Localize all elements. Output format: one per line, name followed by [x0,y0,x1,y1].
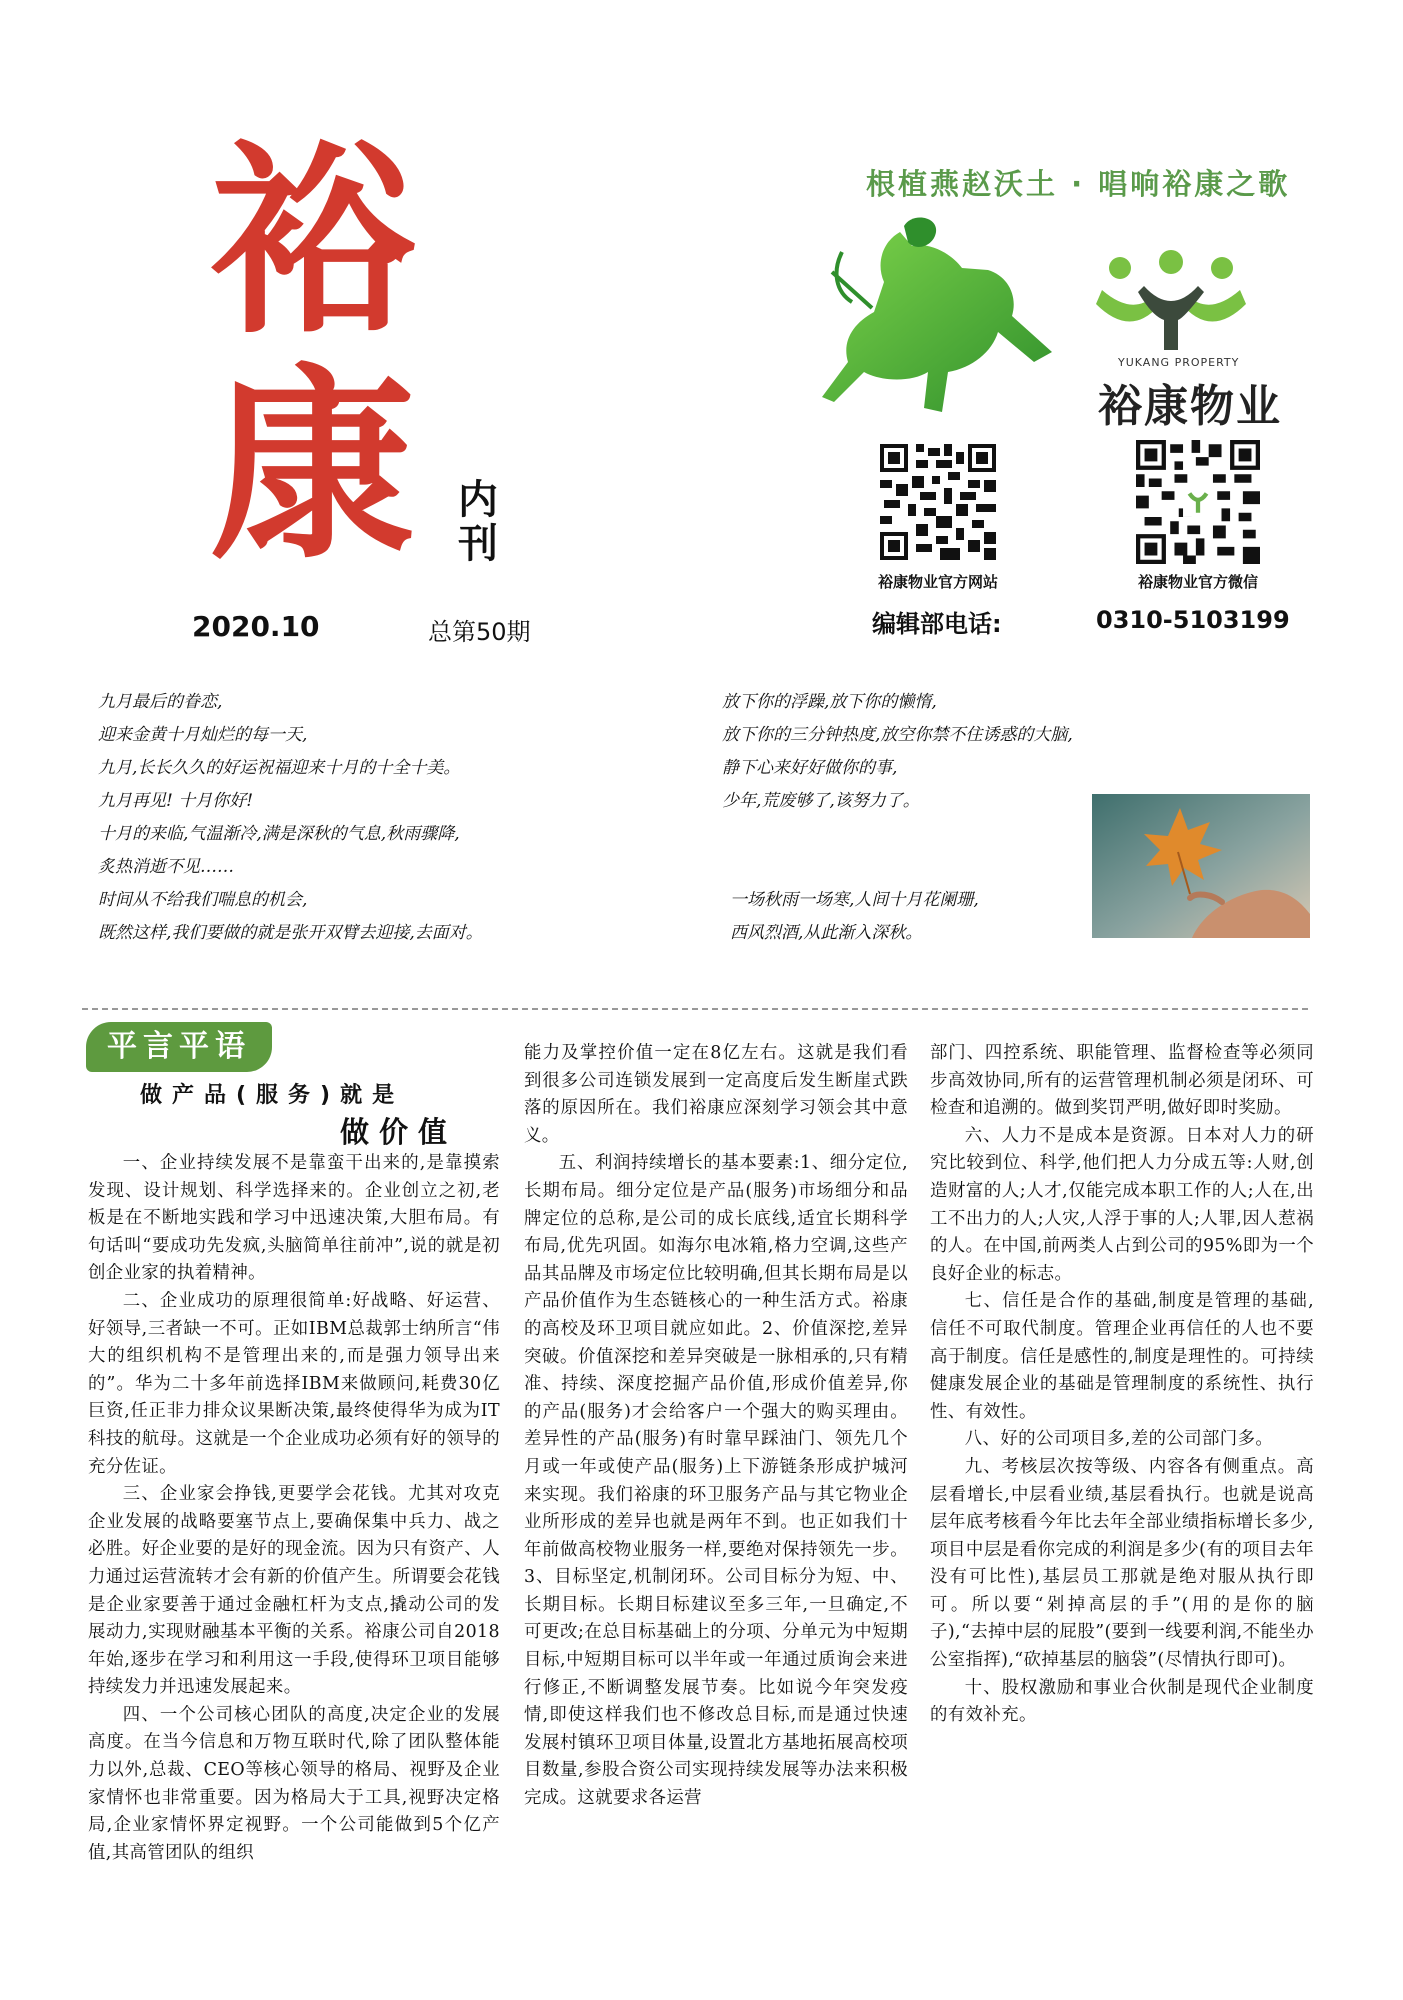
autumn-leaf-photo [1092,794,1310,938]
article-paragraph: 七、信任是合作的基础,制度是管理的基础,信任不可取代制度。管理企业再信任的人也不要高于制度。信任是感性的,制度是理性的。可持续健康发展企业的基础是管理制度的系统性、执行性、有效性。 [930,1291,1314,1422]
poem-right [722,686,1073,818]
article-paragraph: 能力及掌控价值一定在8亿左右。这就是我们看到很多公司连锁发展到一定高度后发生断崖式跌落的原因所在。我们裕康应深刻学习领会其中意义。 [524,1043,908,1146]
poem-line: 既然这样,我们要做的就是张开双臂去迎接,去面对。 [98,923,483,943]
masthead-subtitle: 内刊 [458,477,498,567]
poem-line: 一场秋雨一场寒,人间十月花阑珊, [730,890,979,910]
masthead-title-char-1: 裕 [210,122,415,362]
article-paragraph: 九、考核层次按等级、内容各有侧重点。高层看增长,中层看业绩,基层看执行。也就是说高层年底考核看今年比去年全部业绩指标增长多少,项目中层是看你完成的利润是多少(有的项目去年没有可比性),基层员工那就是绝对服从执行即可。所以要“剁掉高层的手”(用的是你的脑子),“去掉中层的屁股”(要到一线要利润,不能坐办公室指挥),“砍掉基层的脑袋”(尽情执行即可)。 [930,1456,1314,1671]
poem-line: 西风烈酒,从此渐入深秋。 [730,923,923,943]
poem-left [98,686,483,950]
article-title-line2: 做价值 [340,1115,458,1149]
article-paragraph: 六、人力不是成本是资源。日本对人力的研究比较到位、科学,他们把人力分成五等:人财,创造财富的人;人才,仅能完成本职工作的人;人在,出工不出力的人;人灾,人浮于事的人;人罪,因人惹祸的人。在中国,前两类人占到公司的95%即为一个良好企业的标志。 [930,1125,1314,1284]
slogan: 根植燕赵沃土 · 唱响裕康之歌 [866,167,1291,201]
poem-line: 放下你的三分钟热度,放空你禁不住诱惑的大脑, [722,725,1073,745]
brand-name: 裕康物业 [1098,381,1282,432]
article-column-3 [930,1040,1314,1730]
article-column-1 [88,1150,500,1867]
poem-right-bottom [730,884,979,950]
brand-english-name: YUKANG PROPERTY [1118,356,1240,369]
article-paragraph: 四、一个公司核心团队的高度,决定企业的发展高度。在当今信息和万物互联时代,除了团队整体能力以外,总裁、CEO等核心领导的格局、视野及企业家情怀也非常重要。因为格局大于工具,视野决定格局,企业家情怀界定视野。一个公司能做到5个亿产值,其高管团队的组织 [88,1704,500,1863]
poem-line: 十月的来临,气温渐冷,满是深秋的气息,秋雨骤降, [98,824,460,844]
article-paragraph: 三、企业家会挣钱,更要学会花钱。尤其对攻克企业发展的战略要塞节点上,要确保集中兵力、战之必胜。好企业要的是好的现金流。因为只有资产、人力通过运营流转才会有新的价值产生。所谓要会花钱是企业家要善于通过金融杠杆为支点,撬动公司的发展动力,实现财融基本平衡的关系。裕康公司自2018年始,逐步在学习和利用这一手段,使得环卫项目能够持续发力并迅速发展起来。 [88,1484,500,1698]
article-paragraph: 二、企业成功的原理很简单:好战略、好运营、好领导,三者缺一不可。正如IBM总裁郭士纳所言“伟大的组织机构不是管理出来的,而是强力领导出来的”。华为二十多年前选择IBM来做顾问,耗费30亿巨资,任正非力排众议果断决策,最终使得华为成为IT科技的航母。这就是一个企业成功必须有好的领导的充分佐证。 [88,1290,500,1477]
qr-wechat-caption: 裕康物业官方微信 [1137,573,1258,591]
issue-date: 2020.10 [192,610,320,643]
article-paragraph: 一、企业持续发展不是靠蛮干出来的,是靠摸索发现、设计规划、科学选择来的。企业创立之初,老板是在不断地实践和学习中迅速决策,大胆布局。有句话叫“要成功先发疯,头脑简单往前冲”,说的就是初创企业家的执着精神。 [88,1153,500,1284]
qr-code-website [880,444,996,560]
poem-line: 九月再见! 十月你好! [98,791,254,811]
section-badge: 平言平语 [86,1022,272,1072]
poem-line: 炙热消逝不见…… [98,857,234,877]
phone-label: 编辑部电话: [872,610,1002,638]
article-paragraph: 五、利润持续增长的基本要素:1、细分定位,长期布局。细分定位是产品(服务)市场细分和品牌定位的总称,是公司的成长底线,适宜长期科学布局,优先巩固。如海尔电冰箱,格力空调,这些产品其品牌及市场定位比较明确,但其长期布局是以产品价值作为生态链核心的一种生活方式。裕康的高校及环卫项目就应如此。2、价值深挖,差异突破。价值深挖和差异突破是一脉相承的,只有精准、持续、深度挖掘产品价值,形成价值差异,你的产品(服务)才会给客户一个强大的购买理由。差异性的产品(服务)有时靠早踩油门、领先几个月或一年或使产品(服务)上下游链条形成护城河来实现。我们裕康的环卫服务产品与其它物业企业所形成的差异也就是两年不到。也正如我们十年前做高校物业服务一样,要绝对保持领先一步。3、目标坚定,机制闭环。公司目标分为短、中、长期目标。长期目标建议至多三年,一旦确定,不可更改;在总目标基础上的分项、分单元为中短期目标,中短期目标可以半年或一年通过质询会来进行修正,不断调整发展节奏。比如说今年突发疫情,即使这样我们也不修改总目标,而是通过快速发展村镇环卫项目体量,设置北方基地拓展高校项目数量,参股合资公司实现持续发展等办法来积极完成。这就要求各运营 [524,1153,908,1809]
article-paragraph: 部门、四控系统、职能管理、监督检查等必须同步高效协同,所有的运营管理机制必须是闭环、可检查和追溯的。做到奖罚严明,做好即时奖励。 [930,1043,1314,1119]
horse-rider-logo-icon [812,212,1064,420]
article-paragraph: 八、好的公司项目多,差的公司部门多。 [964,1429,1274,1450]
yukang-property-logo-icon [1092,246,1250,350]
article-title-line1: 做产品(服务)就是 [140,1083,405,1108]
poem-line: 九月,长长久久的好运祝福迎来十月的十全十美。 [98,758,461,778]
masthead-title-char-2: 康 [210,347,415,587]
qr-code-wechat [1136,440,1252,556]
poem-line: 迎来金黄十月灿烂的每一天, [98,725,308,745]
section-divider [82,1008,1308,1010]
phone-number: 0310-5103199 [1096,606,1290,634]
poem-line: 九月最后的眷恋, [98,692,223,712]
poem-line: 放下你的浮躁,放下你的懒惰, [722,692,937,712]
article-column-2 [524,1040,908,1813]
issue-number: 总第50期 [428,618,531,646]
qr-website-caption: 裕康物业官方网站 [877,573,998,591]
poem-line: 少年,荒废够了,该努力了。 [722,791,920,811]
poem-line: 静下心来好好做你的事, [722,758,898,778]
poem-line: 时间从不给我们喘息的机会, [98,890,308,910]
article-paragraph: 十、股权激励和事业合伙制是现代企业制度的有效补充。 [930,1677,1314,1726]
